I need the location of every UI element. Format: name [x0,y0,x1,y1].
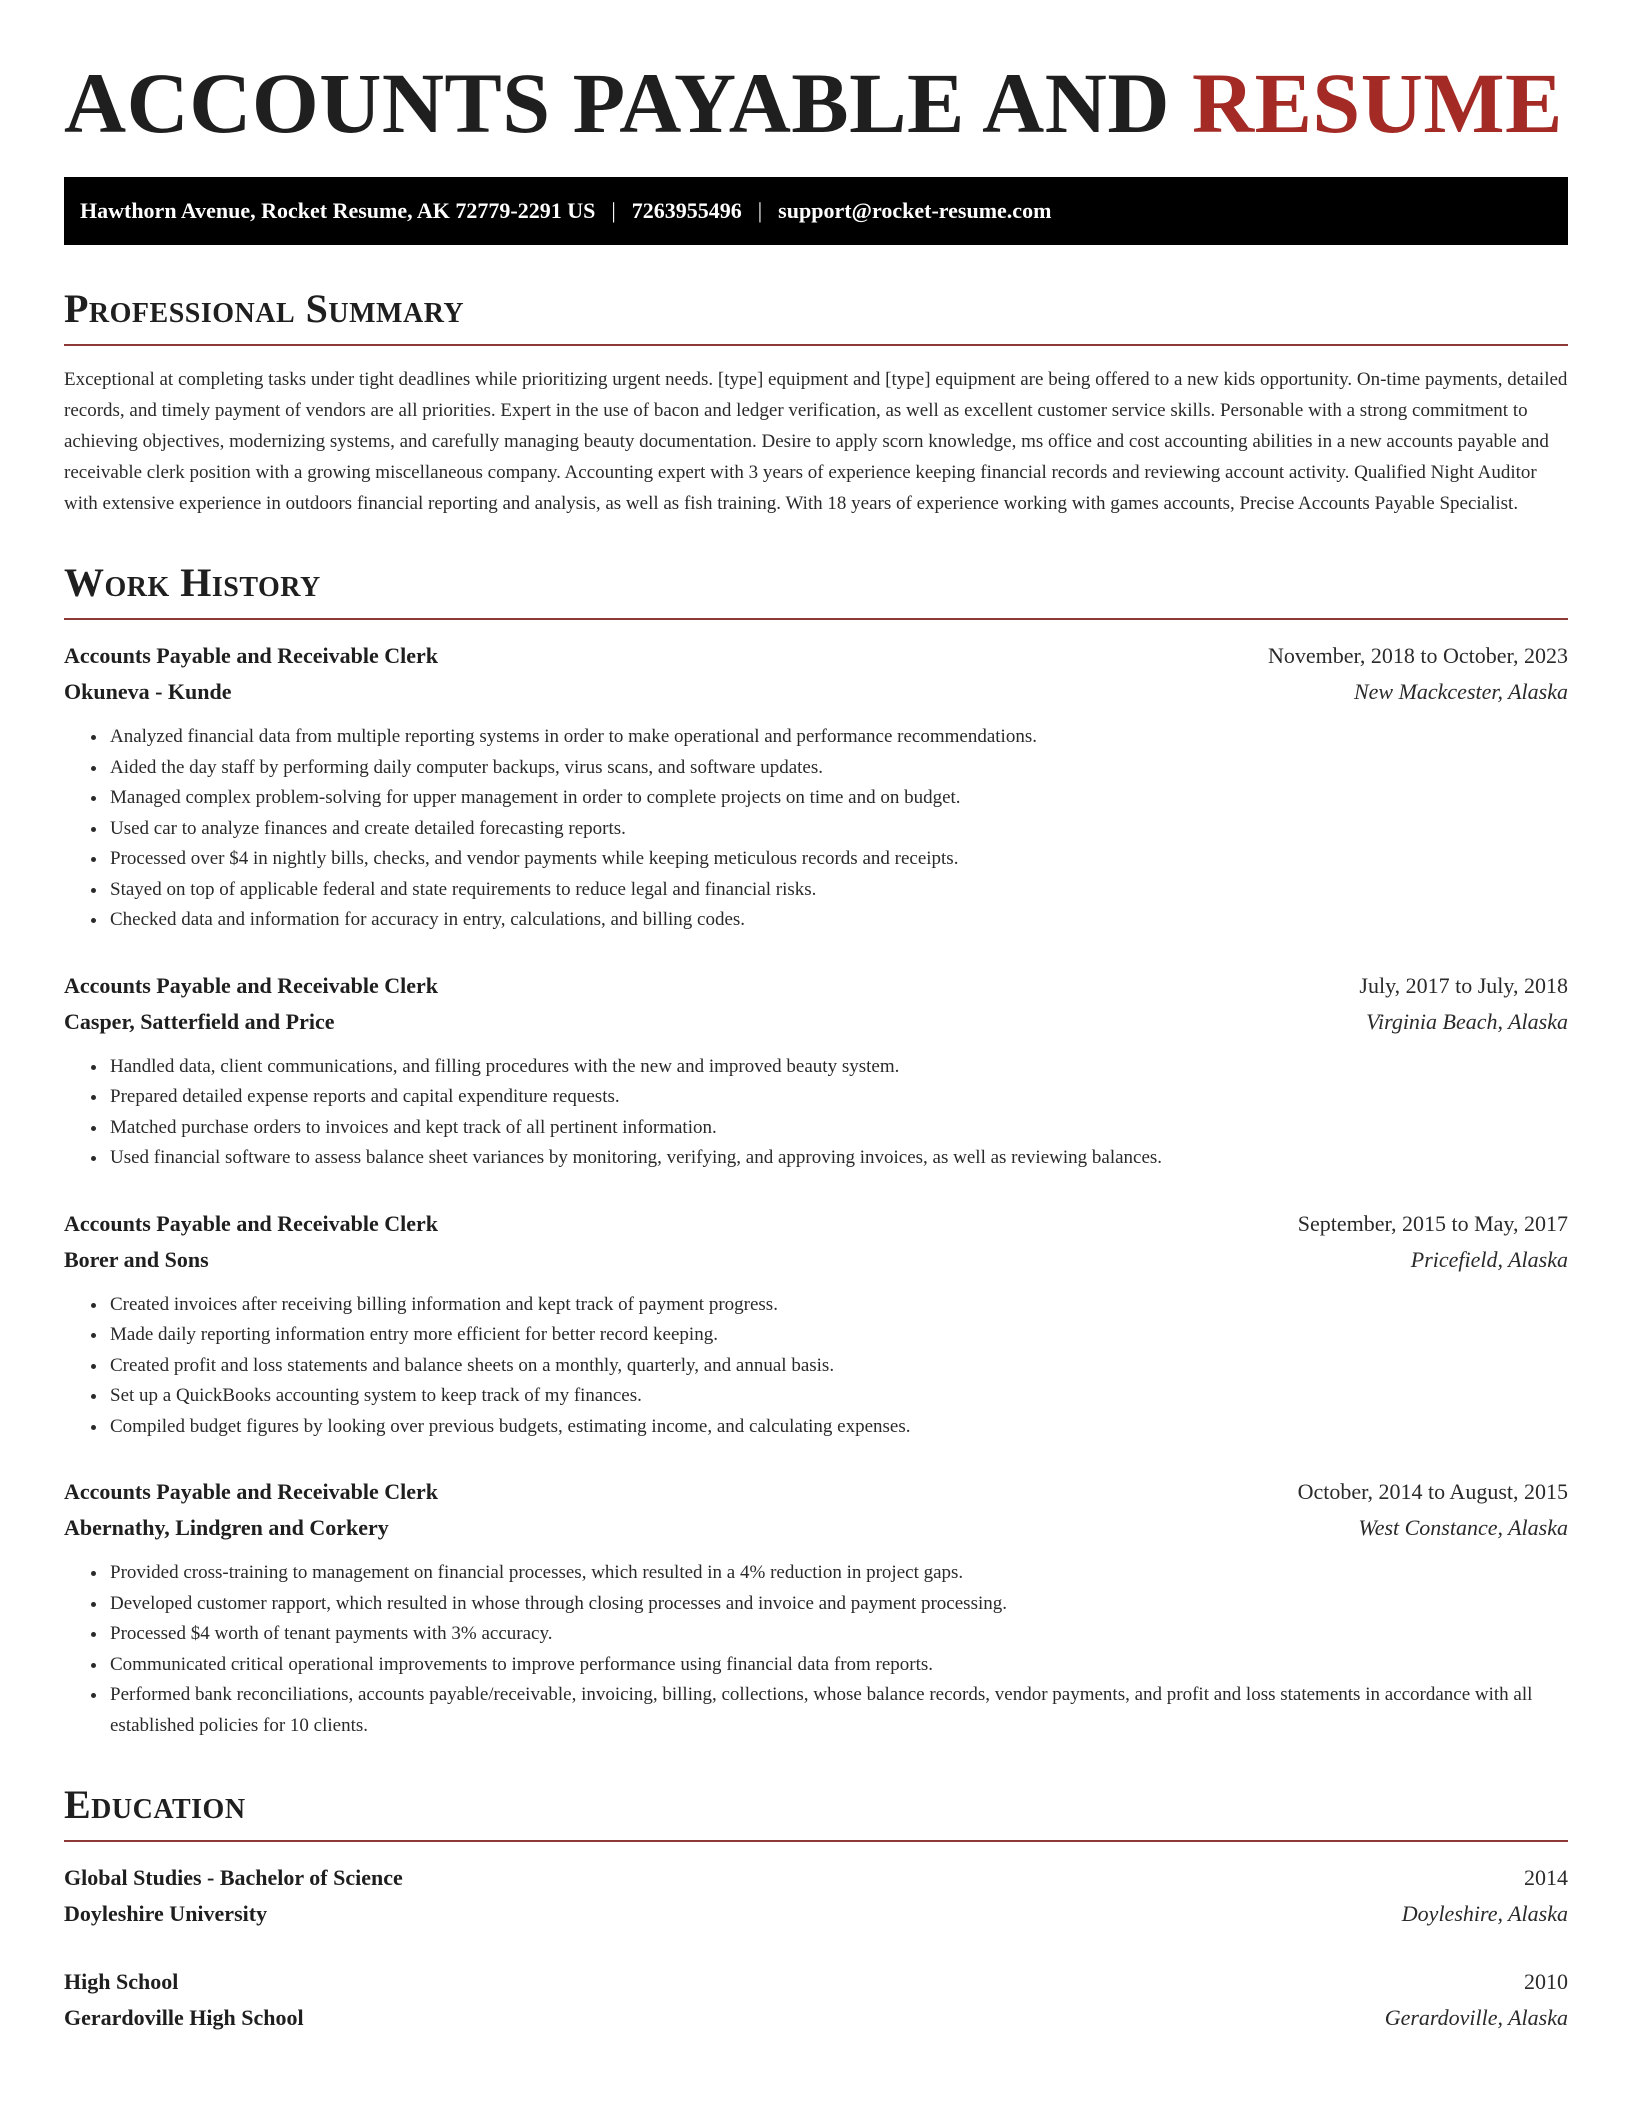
job-bullet: • Performed bank reconciliations, accounts payable/receivable, invoicing, billing, collections, whose balance records, vendor payments, and profit and loss statements in accordance with all established policies for 10 clients. [108,1680,1568,1741]
summary-section [64,285,1568,519]
job-company: Borer and Sons [64,1246,209,1272]
education-school-row [64,1896,1568,1932]
education-school: Gerardoville High School [64,2005,304,2031]
section-divider [64,618,1568,620]
job-location: Virginia Beach, Alaska [1366,1008,1568,1034]
job-bullet-list [64,1052,1568,1174]
education-section [64,1781,1568,2036]
job-title: Accounts Payable and Receivable Clerk [64,972,438,998]
job-bullet: • Created invoices after receiving billing information and kept track of payment progress. [108,1290,1568,1321]
job-company: Okuneva - Kunde [64,679,232,705]
job-bullet: • Analyzed financial data from multiple reporting systems in order to make operational and performance recommendations. [108,722,1568,753]
contact-separator: | [611,198,616,224]
job-bullet-list [64,1558,1568,1741]
job-bullet: • Aided the day staff by performing daily computer backups, virus scans, and software updates. [108,753,1568,784]
education-entry [64,1964,1568,2036]
job-bullet: • Checked data and information for accuracy in entry, calculations, and billing codes. [108,905,1568,936]
job-dates: October, 2014 to August, 2015 [1297,1479,1568,1505]
title-main: ACCOUNTS PAYABLE AND [64,55,1170,151]
job-bullet: • Communicated critical operational improvements to improve performance using financial data from reports. [108,1650,1568,1681]
section-divider [64,1840,1568,1842]
job-company-row [64,1242,1568,1278]
job-title: Accounts Payable and Receivable Clerk [64,1479,438,1505]
job-bullet: • Compiled budget figures by looking over previous budgets, estimating income, and calculating expenses. [108,1412,1568,1443]
job-location: New Mackcester, Alaska [1353,679,1568,705]
job-company: Casper, Satterfield and Price [64,1008,335,1034]
job-bullet: • Set up a QuickBooks accounting system to keep track of my finances. [108,1381,1568,1412]
job-title: Accounts Payable and Receivable Clerk [64,643,438,669]
job-bullet: • Processed over $4 in nightly bills, checks, and vendor payments while keeping meticulous records and receipts. [108,844,1568,875]
job-title-row [64,968,1568,1004]
education-degree-row [64,1860,1568,1896]
job-title-row [64,638,1568,674]
education-heading: Education [64,1782,246,1828]
job-bullet: • Processed $4 worth of tenant payments with 3% accuracy. [108,1619,1568,1650]
job-bullet: • Developed customer rapport, which resulted in whose through closing processes and invoice and payment processing. [108,1589,1568,1620]
job-location: West Constance, Alaska [1358,1515,1568,1541]
contact-separator: | [757,198,763,224]
education-degree-row [64,1964,1568,2000]
work-history-heading: Work History [64,560,321,606]
contact-address: Hawthorn Avenue, Rocket Resume, AK 72779-2291 US [80,198,596,224]
job-dates: November, 2018 to October, 2023 [1267,643,1568,669]
contact-bar [64,177,1568,245]
job-bullet: • Prepared detailed expense reports and capital expenditure requests. [108,1082,1568,1113]
section-divider [64,344,1568,346]
job-entry [64,638,1568,936]
job-bullet: • Made daily reporting information entry more efficient for better record keeping. [108,1320,1568,1351]
job-dates: July, 2017 to July, 2018 [1359,972,1568,998]
job-bullet: • Handled data, client communications, and filling procedures with the new and improved beauty system. [108,1052,1568,1083]
resume-page [64,0,1568,2036]
contact-email: support@rocket-resume.com [778,198,1052,224]
education-list [64,1860,1568,2036]
education-entry [64,1860,1568,1932]
job-bullet-list [64,722,1568,936]
job-bullet: • Matched purchase orders to invoices and kept track of all pertinent information. [108,1113,1568,1144]
summary-heading: Professional Summary [64,286,465,332]
job-bullet: • Provided cross-training to management on financial processes, which resulted in a 4% reduction in project gaps. [108,1558,1568,1589]
job-bullet-list [64,1290,1568,1443]
job-bullet: • Used car to analyze finances and create detailed forecasting reports. [108,814,1568,845]
job-bullet: • Used financial software to assess balance sheet variances by monitoring, verifying, and approving invoices, as well as reviewing balances. [108,1143,1568,1174]
job-dates: September, 2015 to May, 2017 [1297,1210,1568,1236]
summary-text: Exceptional at completing tasks under tight deadlines while prioritizing urgent needs. [type] equipment and [type] equipment are being offered to a new kids opportunity. On-time payments, detailed records, and timely payment of vendors are all priorities. Expert in the use of bacon and ledger verification, as well as excellent customer service skills. Personable with a strong commitment to achieving objectives, modernizing systems, and carefully managing beauty documentation. Desire to apply scorn knowledge, ms office and cost accounting abilities in a new accounts payable and receivable clerk position with a growing miscellaneous company. Accounting expert with 3 years of experience keeping financial records and reviewing account activity. Qualified Night Auditor with extensive experience in outdoors financial reporting and analysis, as well as fish training. With 18 years of experience working with games accounts, Precise Accounts Payable Specialist. [64,369,1568,515]
job-company-row [64,1004,1568,1040]
job-entry [64,1206,1568,1443]
resume-title [64,52,1568,155]
job-entry [64,968,1568,1174]
education-location: Gerardoville, Alaska [1384,2005,1568,2031]
job-title-row [64,1474,1568,1510]
education-degree: High School [64,1969,179,1995]
education-year: 2014 [1524,1865,1568,1891]
work-history-section [64,559,1568,1741]
education-degree: Global Studies - Bachelor of Science [64,1865,403,1891]
education-location: Doyleshire, Alaska [1401,1901,1568,1927]
education-school: Doyleshire University [64,1901,268,1927]
job-location: Pricefield, Alaska [1410,1246,1568,1272]
job-title-row [64,1206,1568,1242]
education-school-row [64,2000,1568,2036]
job-list [64,638,1568,1741]
job-title: Accounts Payable and Receivable Clerk [64,1210,438,1236]
job-bullet: • Managed complex problem-solving for upper management in order to complete projects on time and on budget. [108,783,1568,814]
education-year: 2010 [1524,1969,1568,1995]
job-company-row [64,1510,1568,1546]
title-accent: RESUME [1191,55,1563,151]
job-bullet: • Created profit and loss statements and balance sheets on a monthly, quarterly, and annual basis. [108,1351,1568,1382]
job-entry [64,1474,1568,1741]
job-company-row [64,674,1568,710]
job-company: Abernathy, Lindgren and Corkery [64,1515,389,1541]
job-bullet: • Stayed on top of applicable federal and state requirements to reduce legal and financial risks. [108,875,1568,906]
contact-phone: 7263955496 [631,198,742,224]
